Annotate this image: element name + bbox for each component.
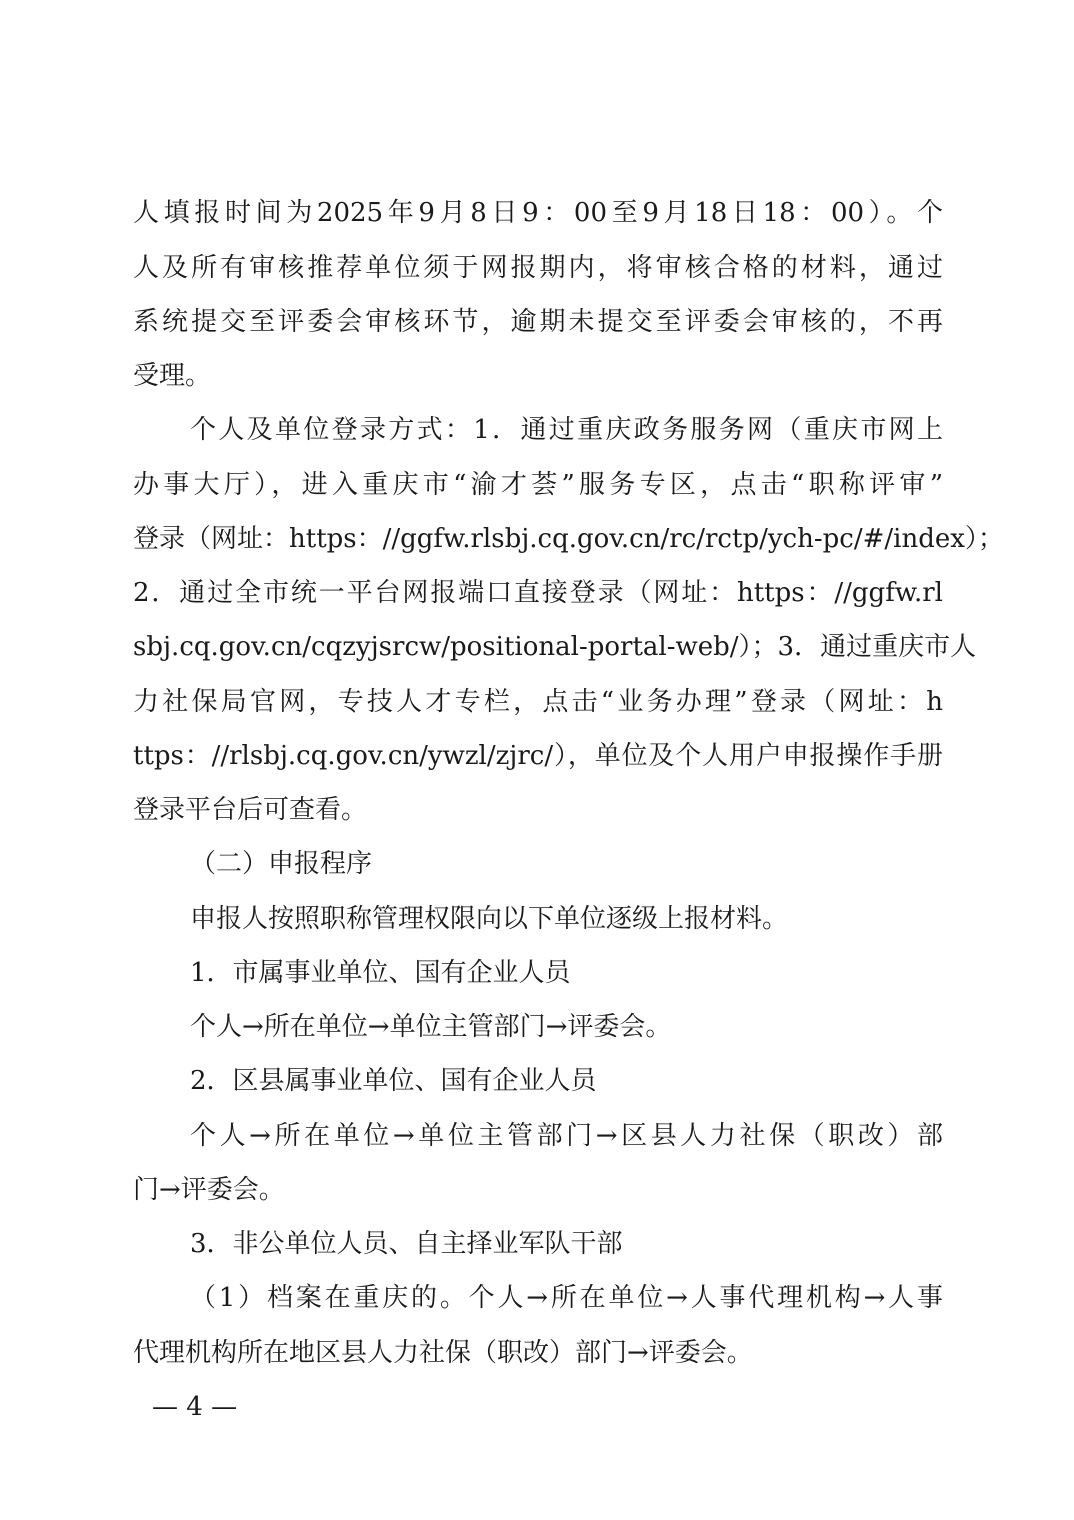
text-line: 申报人按照职称管理权限向以下单位逐级上报材料。 [190, 904, 789, 934]
flow-line: （1）档案在重庆的。个人→所在单位→人事代理机构→人事 [190, 1283, 943, 1313]
text-line: 系统提交至评委会审核环节，逾期未提交至评委会审核的，不再 [133, 307, 943, 337]
flow-line: 个人→所在单位→单位主管部门→区县人力社保（职改）部 [190, 1121, 943, 1151]
url-line: sbj.cq.gov.cn/cqzyjsrcw/positional-portal-web/）；3．通过重庆市人 [133, 632, 977, 662]
flow-line: 代理机构所在地区县人力社保（职改）部门→评委会。 [133, 1338, 753, 1368]
list-item-heading: 3．非公单位人员、自主择业军队干部 [190, 1229, 623, 1259]
list-item-heading: 1．市属事业单位、国有企业人员 [190, 958, 571, 988]
text-line: 办事大厅），进入重庆市“渝才荟”服务专区，点击“职称评审” [133, 470, 943, 500]
section-heading: （二）申报程序 [190, 849, 373, 879]
text-line: 登录平台后可查看。 [133, 795, 368, 825]
paragraph-start-line: 个人及单位登录方式：1．通过重庆政务服务网（重庆市网上 [190, 415, 943, 445]
url-line: 2．通过全市统一平台网报端口直接登录（网址：https：//ggfw.rl [133, 578, 943, 608]
text-line: 人及所有审核推荐单位须于网报期内，将审核合格的材料，通过 [133, 253, 943, 283]
flow-line: 门→评委会。 [133, 1175, 285, 1205]
text-line: 受理。 [133, 361, 212, 391]
text-line: 力社保局官网，专技人才专栏，点击“业务办理”登录（网址：h [133, 687, 943, 717]
url-line: ttps：//rlsbj.cq.gov.cn/ywzl/zjrc/），单位及个人用户申报操作手册 [133, 741, 943, 771]
list-item-heading: 2．区县属事业单位、国有企业人员 [190, 1066, 597, 1096]
flow-line: 个人→所在单位→单位主管部门→评委会。 [190, 1012, 672, 1042]
text-line: 人填报时间为2025年9月8日9：00至9月18日18：00）。个 [133, 198, 943, 228]
url-line: 登录（网址：https：//ggfw.rlsbj.cq.gov.cn/rc/rctp/ych-pc/#/index）； [133, 524, 1004, 554]
page-number: — 4 — [152, 1392, 238, 1422]
